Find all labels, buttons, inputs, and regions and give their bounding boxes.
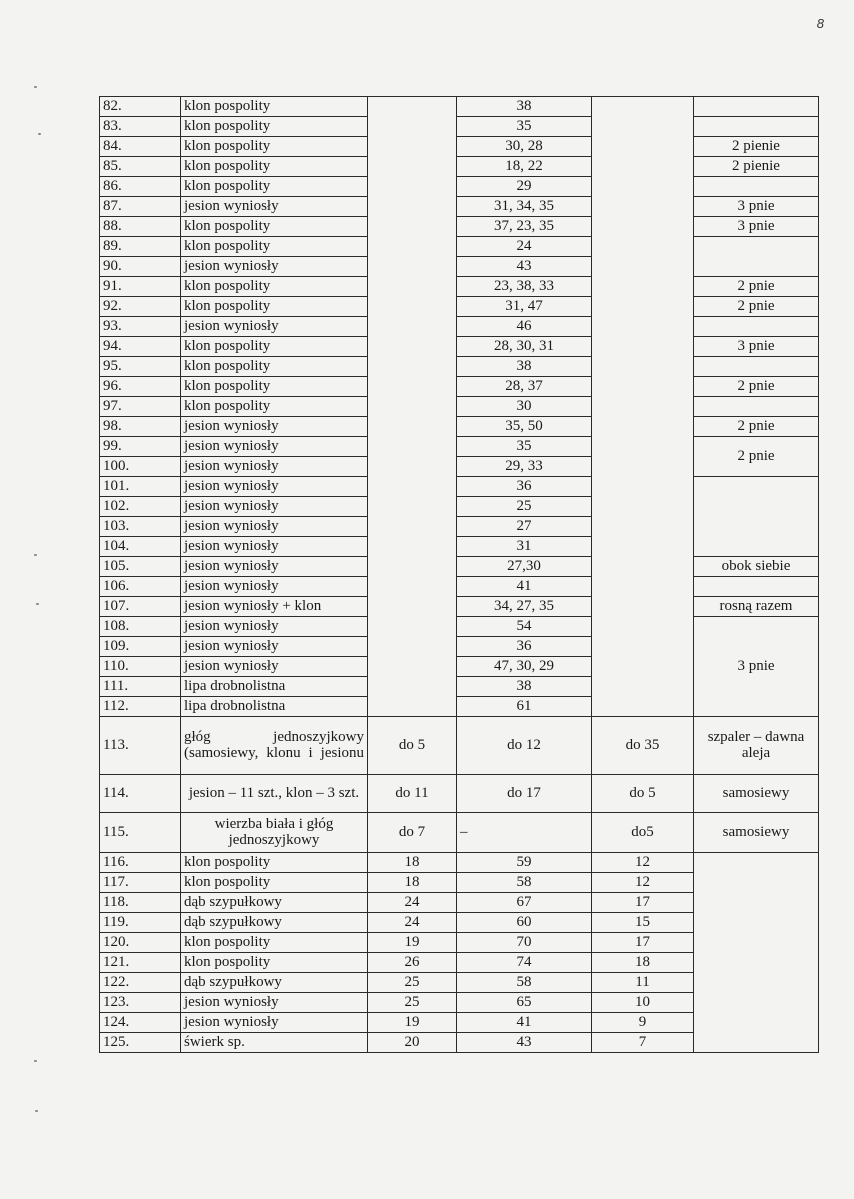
remark-cell: 2 pienie	[694, 137, 819, 157]
row-number: 116.	[100, 853, 181, 873]
species-name: lipa drobnolistna	[181, 677, 368, 697]
col-b-cell: 34, 27, 35	[457, 597, 592, 617]
table-row	[100, 97, 819, 117]
row-number: 122.	[100, 973, 181, 993]
row-number: 109.	[100, 637, 181, 657]
species-name: klon pospolity	[181, 953, 368, 973]
row-number: 115.	[100, 813, 181, 853]
row-number: 88.	[100, 217, 181, 237]
row-number: 113.	[100, 717, 181, 775]
row-number: 117.	[100, 873, 181, 893]
remark-cell: 3 pnie	[694, 197, 819, 217]
col-c-cell: 17	[592, 893, 694, 913]
species-name: klon pospolity	[181, 137, 368, 157]
table-row	[100, 717, 819, 775]
remark-cell	[694, 237, 819, 277]
row-number: 110.	[100, 657, 181, 677]
remark-cell	[694, 577, 819, 597]
col-b-cell: 61	[457, 697, 592, 717]
species-name: klon pospolity	[181, 337, 368, 357]
col-b-cell: 36	[457, 477, 592, 497]
remark-cell: 3 pnie	[694, 617, 819, 717]
table-row	[100, 237, 819, 257]
row-number: 82.	[100, 97, 181, 117]
col-b-cell: 38	[457, 97, 592, 117]
row-number: 111.	[100, 677, 181, 697]
table-row	[100, 477, 819, 497]
col-b-cell: 31	[457, 537, 592, 557]
species-name: dąb szypułkowy	[181, 913, 368, 933]
col-c-cell: 15	[592, 913, 694, 933]
species-name: klon pospolity	[181, 933, 368, 953]
species-name: jesion wyniosły	[181, 497, 368, 517]
species-name: klon pospolity	[181, 217, 368, 237]
table-row	[100, 177, 819, 197]
row-number: 106.	[100, 577, 181, 597]
col-b-cell: 29	[457, 177, 592, 197]
species-name: wierzba biała i głóg jednoszyjkowy	[181, 813, 368, 853]
remark-cell: 2 pnie	[694, 437, 819, 477]
species-name: klon pospolity	[181, 357, 368, 377]
col-a-cell: 24	[368, 913, 457, 933]
remark-cell: samosiewy	[694, 813, 819, 853]
col-a-cell: 25	[368, 973, 457, 993]
col-b-cell: 31, 34, 35	[457, 197, 592, 217]
col-c-cell	[592, 97, 694, 717]
species-name: klon pospolity	[181, 397, 368, 417]
species-name: głóg jednoszyjkowy (samosiewy, klonu i jesionu	[181, 717, 368, 775]
col-a-cell: do 7	[368, 813, 457, 853]
species-name: jesion wyniosły	[181, 557, 368, 577]
species-name: dąb szypułkowy	[181, 893, 368, 913]
table-row	[100, 397, 819, 417]
remark-cell	[694, 477, 819, 557]
col-b-cell: do 12	[457, 717, 592, 775]
species-name: jesion wyniosły	[181, 657, 368, 677]
remark-cell: 2 pnie	[694, 277, 819, 297]
species-name: jesion wyniosły	[181, 317, 368, 337]
row-number: 123.	[100, 993, 181, 1013]
remark-cell	[694, 97, 819, 117]
col-b-cell: –	[457, 813, 592, 853]
table-row	[100, 157, 819, 177]
row-number: 83.	[100, 117, 181, 137]
row-number: 87.	[100, 197, 181, 217]
row-number: 108.	[100, 617, 181, 637]
col-c-cell: do5	[592, 813, 694, 853]
species-name: klon pospolity	[181, 97, 368, 117]
col-b-cell: 38	[457, 677, 592, 697]
remark-cell	[694, 317, 819, 337]
col-b-cell: 47, 30, 29	[457, 657, 592, 677]
row-number: 95.	[100, 357, 181, 377]
row-number: 89.	[100, 237, 181, 257]
table-row	[100, 597, 819, 617]
row-number: 104.	[100, 537, 181, 557]
table-row	[100, 813, 819, 853]
col-b-cell: 29, 33	[457, 457, 592, 477]
col-c-cell: 18	[592, 953, 694, 973]
table-row	[100, 217, 819, 237]
species-name: jesion wyniosły + klon	[181, 597, 368, 617]
table-row	[100, 417, 819, 437]
row-number: 98.	[100, 417, 181, 437]
species-name: jesion wyniosły	[181, 577, 368, 597]
col-b-cell: 35	[457, 117, 592, 137]
remark-cell: obok siebie	[694, 557, 819, 577]
col-c-cell: 12	[592, 873, 694, 893]
species-name: jesion wyniosły	[181, 197, 368, 217]
species-name: lipa drobnolistna	[181, 697, 368, 717]
page-number: 8	[816, 16, 824, 31]
row-number: 92.	[100, 297, 181, 317]
col-a-cell: 18	[368, 873, 457, 893]
col-b-cell: 28, 30, 31	[457, 337, 592, 357]
col-b-cell: 18, 22	[457, 157, 592, 177]
col-a-cell: 26	[368, 953, 457, 973]
row-number: 121.	[100, 953, 181, 973]
species-name: klon pospolity	[181, 873, 368, 893]
col-c-cell: 9	[592, 1013, 694, 1033]
col-a-cell: do 5	[368, 717, 457, 775]
col-b-cell: 70	[457, 933, 592, 953]
row-number: 105.	[100, 557, 181, 577]
table-row	[100, 337, 819, 357]
remark-cell: szpaler – dawna aleja	[694, 717, 819, 775]
remark-cell	[694, 117, 819, 137]
row-number: 114.	[100, 775, 181, 813]
remark-cell: rosną razem	[694, 597, 819, 617]
remark-cell: 3 pnie	[694, 337, 819, 357]
species-name: klon pospolity	[181, 157, 368, 177]
species-name: jesion wyniosły	[181, 537, 368, 557]
table-row	[100, 775, 819, 813]
col-c-cell: 10	[592, 993, 694, 1013]
table-row	[100, 557, 819, 577]
species-name: jesion wyniosły	[181, 257, 368, 277]
row-number: 119.	[100, 913, 181, 933]
col-c-cell: do 5	[592, 775, 694, 813]
species-name: klon pospolity	[181, 177, 368, 197]
table-row	[100, 853, 819, 873]
col-b-cell: 25	[457, 497, 592, 517]
col-b-cell: 41	[457, 1013, 592, 1033]
col-a-cell: 18	[368, 853, 457, 873]
col-b-cell: 37, 23, 35	[457, 217, 592, 237]
col-b-cell: 67	[457, 893, 592, 913]
row-number: 107.	[100, 597, 181, 617]
row-number: 96.	[100, 377, 181, 397]
row-number: 101.	[100, 477, 181, 497]
col-b-cell: 43	[457, 1033, 592, 1053]
col-b-cell: 58	[457, 973, 592, 993]
row-number: 97.	[100, 397, 181, 417]
col-b-cell: 65	[457, 993, 592, 1013]
inventory-table	[99, 96, 819, 1053]
remark-cell: 2 pnie	[694, 377, 819, 397]
col-a-cell: 25	[368, 993, 457, 1013]
row-number: 100.	[100, 457, 181, 477]
remark-cell: 2 pnie	[694, 297, 819, 317]
table-row	[100, 357, 819, 377]
col-b-cell: 59	[457, 853, 592, 873]
table-row	[100, 117, 819, 137]
col-b-cell: do 17	[457, 775, 592, 813]
col-b-cell: 60	[457, 913, 592, 933]
col-b-cell: 31, 47	[457, 297, 592, 317]
row-number: 94.	[100, 337, 181, 357]
row-number: 124.	[100, 1013, 181, 1033]
col-b-cell: 36	[457, 637, 592, 657]
remark-cell: 2 pienie	[694, 157, 819, 177]
species-name: jesion wyniosły	[181, 993, 368, 1013]
species-name: klon pospolity	[181, 377, 368, 397]
species-name: jesion wyniosły	[181, 617, 368, 637]
col-b-cell: 28, 37	[457, 377, 592, 397]
col-b-cell: 46	[457, 317, 592, 337]
remark-cell	[694, 397, 819, 417]
col-c-cell: 7	[592, 1033, 694, 1053]
inventory-table-body	[100, 97, 819, 1053]
species-name: jesion – 11 szt., klon – 3 szt.	[181, 775, 368, 813]
remark-cell: samosiewy	[694, 775, 819, 813]
species-name: klon pospolity	[181, 853, 368, 873]
remark-cell	[694, 357, 819, 377]
col-b-cell: 41	[457, 577, 592, 597]
species-name: jesion wyniosły	[181, 457, 368, 477]
col-b-cell: 43	[457, 257, 592, 277]
col-a-cell: 20	[368, 1033, 457, 1053]
col-b-cell: 27	[457, 517, 592, 537]
col-a-cell: 24	[368, 893, 457, 913]
col-a-cell: 19	[368, 933, 457, 953]
remark-cell: 2 pnie	[694, 417, 819, 437]
species-name: jesion wyniosły	[181, 437, 368, 457]
col-b-cell: 30, 28	[457, 137, 592, 157]
col-a-cell: 19	[368, 1013, 457, 1033]
table-row	[100, 577, 819, 597]
species-name: jesion wyniosły	[181, 477, 368, 497]
table-row	[100, 137, 819, 157]
row-number: 125.	[100, 1033, 181, 1053]
col-b-cell: 58	[457, 873, 592, 893]
col-b-cell: 38	[457, 357, 592, 377]
remark-cell	[694, 853, 819, 1053]
table-row	[100, 437, 819, 457]
row-number: 91.	[100, 277, 181, 297]
row-number: 120.	[100, 933, 181, 953]
col-b-cell: 35	[457, 437, 592, 457]
col-c-cell: 17	[592, 933, 694, 953]
col-b-cell: 27,30	[457, 557, 592, 577]
col-b-cell: 35, 50	[457, 417, 592, 437]
table-row	[100, 377, 819, 397]
species-name: jesion wyniosły	[181, 417, 368, 437]
col-b-cell: 23, 38, 33	[457, 277, 592, 297]
row-number: 102.	[100, 497, 181, 517]
row-number: 112.	[100, 697, 181, 717]
col-b-cell: 74	[457, 953, 592, 973]
species-name: klon pospolity	[181, 277, 368, 297]
row-number: 118.	[100, 893, 181, 913]
table-row	[100, 617, 819, 637]
row-number: 90.	[100, 257, 181, 277]
species-name: dąb szypułkowy	[181, 973, 368, 993]
col-b-cell: 30	[457, 397, 592, 417]
row-number: 86.	[100, 177, 181, 197]
row-number: 85.	[100, 157, 181, 177]
remark-cell	[694, 177, 819, 197]
remark-cell: 3 pnie	[694, 217, 819, 237]
table-row	[100, 277, 819, 297]
col-a-cell	[368, 97, 457, 717]
row-number: 84.	[100, 137, 181, 157]
row-number: 99.	[100, 437, 181, 457]
species-name: klon pospolity	[181, 117, 368, 137]
species-name: jesion wyniosły	[181, 517, 368, 537]
row-number: 103.	[100, 517, 181, 537]
species-name: jesion wyniosły	[181, 637, 368, 657]
species-name: klon pospolity	[181, 297, 368, 317]
col-b-cell: 54	[457, 617, 592, 637]
table-row	[100, 297, 819, 317]
col-b-cell: 24	[457, 237, 592, 257]
col-c-cell: do 35	[592, 717, 694, 775]
table-row	[100, 317, 819, 337]
species-name: jesion wyniosły	[181, 1013, 368, 1033]
row-number: 93.	[100, 317, 181, 337]
table-row	[100, 197, 819, 217]
species-name: klon pospolity	[181, 237, 368, 257]
col-a-cell: do 11	[368, 775, 457, 813]
species-name: świerk sp.	[181, 1033, 368, 1053]
col-c-cell: 12	[592, 853, 694, 873]
col-c-cell: 11	[592, 973, 694, 993]
